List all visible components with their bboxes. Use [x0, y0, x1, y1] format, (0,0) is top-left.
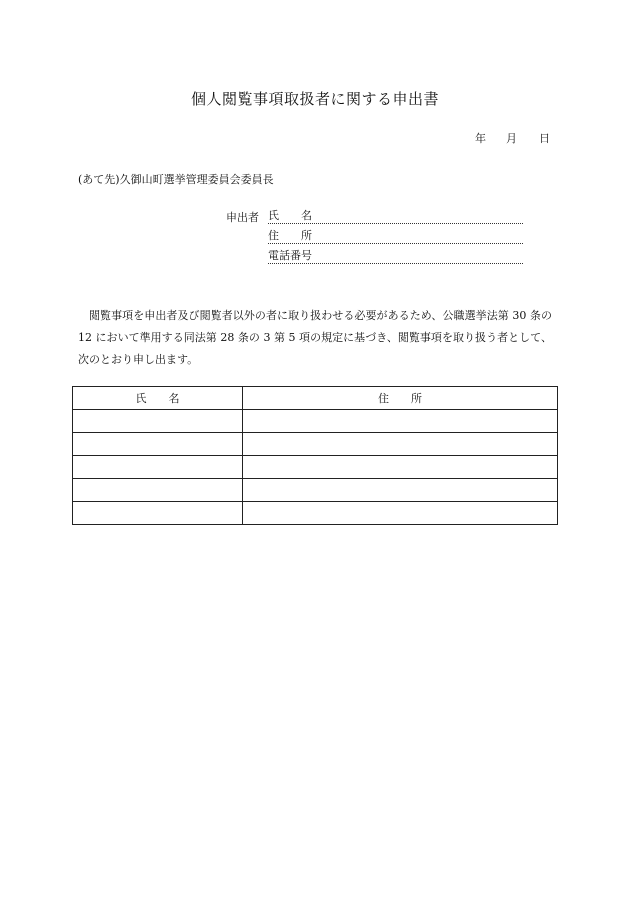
name-cell[interactable]: [73, 433, 243, 456]
applicant-name-field[interactable]: [268, 209, 523, 224]
date-year-label: 年: [475, 132, 486, 145]
name-cell[interactable]: [73, 456, 243, 479]
applicant-address-label: 住 所: [268, 229, 312, 242]
table-row: [73, 479, 558, 502]
handler-table: [72, 386, 558, 525]
date-line: [475, 130, 550, 146]
name-cell[interactable]: [73, 502, 243, 525]
applicant-phone-field[interactable]: [268, 249, 523, 264]
table-row: [73, 502, 558, 525]
date-month-label: 月: [506, 132, 517, 145]
address-cell[interactable]: [243, 479, 558, 502]
column-header-address: [243, 387, 558, 410]
address-cell[interactable]: [243, 433, 558, 456]
addressee: (あて先)久御山町選挙管理委員会委員長: [78, 173, 274, 186]
table-row: [73, 433, 558, 456]
name-cell[interactable]: [73, 479, 243, 502]
date-day-label: 日: [539, 132, 550, 145]
address-cell[interactable]: [243, 410, 558, 433]
applicant-name-label: 氏 名: [268, 209, 312, 222]
applicant-address-field[interactable]: [268, 229, 523, 244]
table-row: [73, 456, 558, 479]
applicant-phone-label: 電話番号: [268, 249, 312, 262]
name-cell[interactable]: [73, 410, 243, 433]
body-paragraph: 閲覧事項を申出者及び閲覧者以外の者に取り扱わせる必要があるため、公職選挙法第 30 条の 12 において準用する同法第 28 条の 3 第 5 項の規定に基づき、閲覧事項を取り扱う者として、次のとおり申し出ます。: [78, 309, 552, 366]
column-header-name: [73, 387, 243, 410]
document-title: 個人閲覧事項取扱者に関する申出書: [190, 90, 439, 108]
table-row: [73, 410, 558, 433]
address-cell[interactable]: [243, 502, 558, 525]
table-header-row: [73, 387, 558, 410]
column-header-name-text: 氏 名: [135, 392, 180, 405]
applicant-heading: 申出者: [226, 211, 259, 224]
column-header-address-text: 住 所: [378, 392, 422, 405]
address-cell[interactable]: [243, 456, 558, 479]
